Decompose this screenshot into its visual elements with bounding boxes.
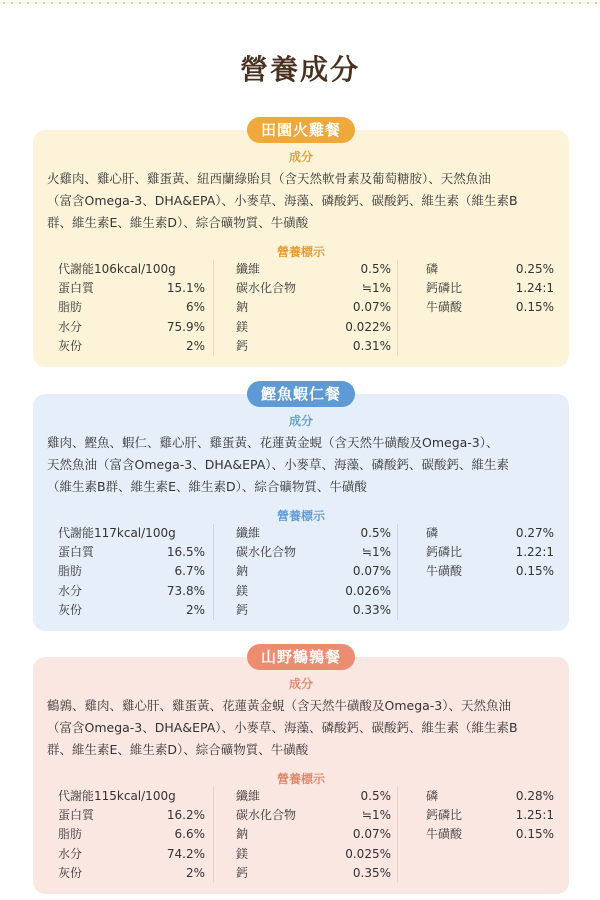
nutrition-row-calcium: 鈣 0.35% xyxy=(236,865,391,880)
ingredients-text xyxy=(47,432,559,498)
nutrition-row-carbohydrate: 碳水化合物 ≒1% xyxy=(236,545,391,560)
nutrition-row-energy: 代謝能115kcal/100g xyxy=(58,789,176,803)
nutrition-label: 營養標示 xyxy=(276,245,325,259)
nutrition-row-phosphorus: 磷 0.25% xyxy=(426,262,554,276)
nutrition-row-ash: 灰份 2% xyxy=(58,338,205,353)
nutrition-column-3 xyxy=(398,787,554,883)
ingredients-line: 天然魚油（富含Omega-3、DHA&EPA）、小麥草、海藻、磷酸鈣、碳酸鈣、維生素 xyxy=(47,457,510,472)
ingredients-text xyxy=(47,695,559,761)
ingredients-line: 雞肉、鰹魚、蝦仁、雞心肝、雞蛋黃、花蓮黃金蜆（含天然牛磺酸及Omega-3）、 xyxy=(47,435,499,450)
ingredients-line: 火雞肉、雞心肝、雞蛋黃、紐西蘭綠貽貝（含天然軟骨素及葡萄糖胺）、天然魚油 xyxy=(47,171,491,186)
page-title: 營養成分 xyxy=(239,53,360,86)
nutrition-column-1 xyxy=(58,524,214,620)
nutrition-row-moisture: 水分 73.8% xyxy=(58,583,205,598)
nutrition-row-phosphorus: 磷 0.27% xyxy=(426,526,554,540)
ingredients-line: （富含Omega-3、DHA&EPA）、小麥草、海藻、磷酸鈣、碳酸鈣、維生素（維生素B xyxy=(47,193,518,208)
nutrition-row-taurine: 牛磺酸 0.15% xyxy=(426,564,554,579)
card-bonito-shrimp xyxy=(33,385,569,631)
nutrition-row-fat: 脂肪 6.6% xyxy=(58,827,205,842)
nutrition-column-2 xyxy=(214,787,398,883)
card-title-pill: 山野鶴鶉餐 xyxy=(247,644,355,670)
nutrition-row-energy: 代謝能117kcal/100g xyxy=(58,526,176,540)
card-title-pill: 鰹魚蝦仁餐 xyxy=(247,381,355,407)
nutrition-row-fiber: 纖維 0.5% xyxy=(236,526,391,540)
ingredients-line: （富含Omega-3、DHA&EPA）、小麥草、海藻、磷酸鈣、碳酸鈣、維生素（維生素B xyxy=(47,720,518,735)
card-title-pill: 田園火雞餐 xyxy=(247,117,355,143)
nutrition-row-fat: 脂肪 6% xyxy=(58,300,205,315)
card-turkey xyxy=(33,121,569,367)
nutrition-table xyxy=(58,524,554,620)
nutrition-row-ash: 灰份 2% xyxy=(58,865,205,880)
nutrition-row-protein: 蛋白質 16.2% xyxy=(58,808,205,823)
ingredients-line: 鶴鶉、雞肉、雞心肝、雞蛋黃、花蓮黃金蜆（含天然牛磺酸及Omega-3）、天然魚油 xyxy=(47,698,512,713)
nutrition-row-sodium: 鈉 0.07% xyxy=(236,300,391,315)
nutrition-row-moisture: 水分 75.9% xyxy=(58,319,205,334)
nutrition-row-sodium: 鈉 0.07% xyxy=(236,564,391,579)
nutrition-table xyxy=(58,260,554,356)
nutrition-row-calcium: 鈣 0.33% xyxy=(236,602,391,617)
nutrition-row-protein: 蛋白質 16.5% xyxy=(58,545,205,560)
nutrition-row-fiber: 纖維 0.5% xyxy=(236,262,391,276)
nutrition-row-calcium: 鈣 0.31% xyxy=(236,338,391,353)
nutrition-row-sodium: 鈉 0.07% xyxy=(236,827,391,842)
ingredients-line: 群、維生素E、維生素D）、綜合礦物質、牛磺酸 xyxy=(47,215,309,230)
nutrition-row-phosphorus: 磷 0.28% xyxy=(426,789,554,803)
nutrition-row-fiber: 纖維 0.5% xyxy=(236,789,391,803)
top-dotted-border xyxy=(0,0,600,6)
nutrition-label: 營養標示 xyxy=(276,772,325,786)
ingredients-line: 群、維生素E、維生素D）、綜合礦物質、牛磺酸 xyxy=(47,742,309,757)
nutrition-row-taurine: 牛磺酸 0.15% xyxy=(426,300,554,315)
nutrition-row-ca-p-ratio: 鈣磷比 1.22:1 xyxy=(426,545,554,560)
ingredients-text xyxy=(47,168,559,234)
nutrition-row-magnesium: 鎂 0.026% xyxy=(236,583,391,598)
nutrition-row-protein: 蛋白質 15.1% xyxy=(58,281,205,296)
ingredients-label: 成分 xyxy=(288,414,313,428)
nutrition-row-ash: 灰份 2% xyxy=(58,602,205,617)
nutrition-row-carbohydrate: 碳水化合物 ≒1% xyxy=(236,808,391,823)
nutrition-column-3 xyxy=(398,260,554,356)
nutrition-row-ca-p-ratio: 鈣磷比 1.25:1 xyxy=(426,808,554,823)
card-quail xyxy=(33,648,569,894)
nutrition-label: 營養標示 xyxy=(276,509,325,523)
ingredients-label: 成分 xyxy=(288,677,313,691)
nutrition-column-1 xyxy=(58,260,214,356)
nutrition-row-ca-p-ratio: 鈣磷比 1.24:1 xyxy=(426,281,554,296)
nutrition-row-magnesium: 鎂 0.022% xyxy=(236,319,391,334)
nutrition-row-energy: 代謝能106kcal/100g xyxy=(58,262,176,276)
nutrition-row-fat: 脂肪 6.7% xyxy=(58,564,205,579)
nutrition-column-3 xyxy=(398,524,554,620)
nutrition-table xyxy=(58,787,554,883)
nutrition-row-carbohydrate: 碳水化合物 ≒1% xyxy=(236,281,391,296)
nutrition-row-magnesium: 鎂 0.025% xyxy=(236,846,391,861)
nutrition-column-2 xyxy=(214,524,398,620)
ingredients-line: （維生素B群、維生素E、維生素D）、綜合礦物質、牛磺酸 xyxy=(47,479,367,494)
nutrition-row-taurine: 牛磺酸 0.15% xyxy=(426,827,554,842)
nutrition-column-2 xyxy=(214,260,398,356)
nutrition-column-1 xyxy=(58,787,214,883)
nutrition-row-moisture: 水分 74.2% xyxy=(58,846,205,861)
ingredients-label: 成分 xyxy=(288,150,313,164)
